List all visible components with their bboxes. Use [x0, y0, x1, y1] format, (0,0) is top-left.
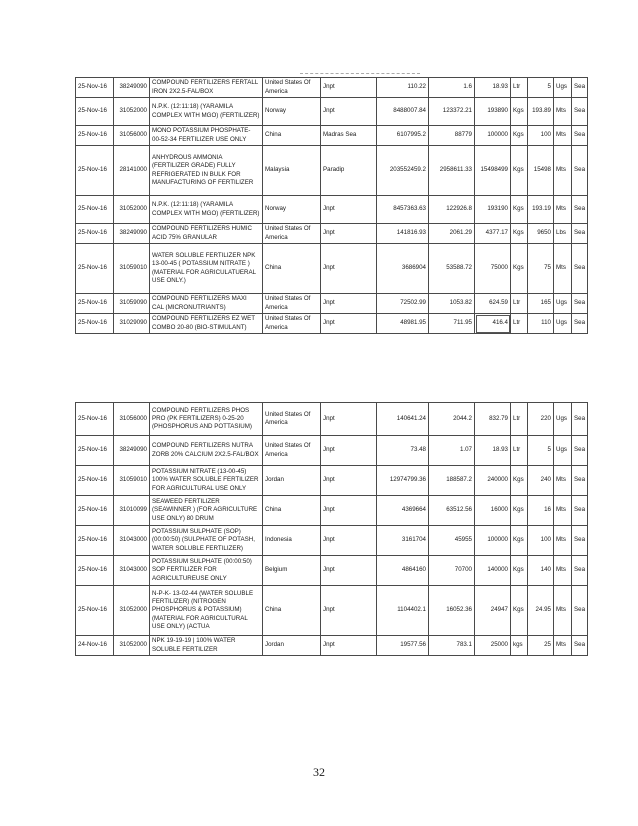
row-value: 12974799.36 [377, 466, 429, 496]
row-shipment-mode: Sea [572, 403, 588, 436]
row-quantity: 75000 [475, 244, 511, 294]
row-hs-code: 31052000 [114, 196, 150, 224]
row-date: 25-Nov-16 [76, 244, 114, 294]
row-hs-code: 31052000 [114, 98, 150, 126]
row-usd: 783.1 [429, 636, 475, 656]
row-date: 25-Nov-16 [76, 556, 114, 586]
row-country: China [263, 126, 321, 146]
row-value: 72502.99 [377, 294, 429, 314]
row-country: China [263, 496, 321, 526]
row-hs-code: 31059010 [114, 466, 150, 496]
row-unit-type: Mts [554, 636, 572, 656]
row-country: Indonesia [263, 526, 321, 556]
row-unit-quantity: 110 [528, 314, 554, 334]
row-value: 4864160 [377, 556, 429, 586]
row-unit: Kgs [511, 224, 528, 244]
row-port: Jnpt [321, 436, 377, 466]
row-country: China [263, 586, 321, 636]
row-value: 110.22 [377, 78, 429, 98]
row-value: 140641.24 [377, 403, 429, 436]
row-hs-code: 31010099 [114, 496, 150, 526]
row-usd: 16052.36 [429, 586, 475, 636]
row-shipment-mode: Sea [572, 294, 588, 314]
row-date: 25-Nov-16 [76, 146, 114, 196]
row-quantity: 100000 [475, 526, 511, 556]
row-hs-code: 31056000 [114, 126, 150, 146]
row-country: Norway [263, 98, 321, 126]
row-quantity: 25000 [475, 636, 511, 656]
row-port: Jnpt [321, 496, 377, 526]
row-unit-quantity: 5 [528, 78, 554, 98]
table-row [76, 146, 588, 196]
row-quantity: 193190 [475, 196, 511, 224]
row-date: 25-Nov-16 [76, 78, 114, 98]
row-unit: Kgs [511, 586, 528, 636]
row-country: Belgium [263, 556, 321, 586]
row-unit-type: Mts [554, 126, 572, 146]
import-records-table-1 [75, 77, 588, 334]
row-port: Jnpt [321, 294, 377, 314]
row-usd: 2044.2 [429, 403, 475, 436]
row-unit-type: Ugs [554, 403, 572, 436]
row-port: Jnpt [321, 196, 377, 224]
row-unit: Ltr [511, 78, 528, 98]
row-port: Jnpt [321, 244, 377, 294]
row-port: Jnpt [321, 403, 377, 436]
row-unit: Kgs [511, 466, 528, 496]
row-usd: 711.95 [429, 314, 475, 334]
row-value: 4369664 [377, 496, 429, 526]
row-country: United States Of America [263, 314, 321, 334]
table-row [76, 244, 588, 294]
row-country: United States Of America [263, 403, 321, 436]
row-value: 48981.95 [377, 314, 429, 334]
row-shipment-mode: Sea [572, 244, 588, 294]
row-date: 25-Nov-16 [76, 436, 114, 466]
row-unit-type: Mts [554, 496, 572, 526]
row-unit-quantity: 220 [528, 403, 554, 436]
table-row [76, 98, 588, 126]
row-country: United States Of America [263, 294, 321, 314]
row-quantity: 18.93 [475, 436, 511, 466]
row-unit-type: Mts [554, 556, 572, 586]
row-unit-quantity: 165 [528, 294, 554, 314]
row-unit-type: Mts [554, 586, 572, 636]
row-unit-quantity: 16 [528, 496, 554, 526]
row-value: 3161704 [377, 526, 429, 556]
row-unit-quantity: 193.19 [528, 196, 554, 224]
row-usd: 45955 [429, 526, 475, 556]
row-unit-type: Mts [554, 196, 572, 224]
table-row [76, 196, 588, 224]
row-unit-quantity: 100 [528, 526, 554, 556]
row-date: 25-Nov-16 [76, 496, 114, 526]
row-hs-code: 31052000 [114, 636, 150, 656]
row-unit-quantity: 240 [528, 466, 554, 496]
row-value: 73.48 [377, 436, 429, 466]
row-usd: 63512.56 [429, 496, 475, 526]
row-unit: kgs [511, 636, 528, 656]
row-value: 6107995.2 [377, 126, 429, 146]
row-value: 1104402.1 [377, 586, 429, 636]
row-unit: Kgs [511, 98, 528, 126]
row-shipment-mode: Sea [572, 586, 588, 636]
row-description: COMPOUND FERTILIZERS MAXI CAL (MICRONUTRIANTS) [150, 294, 263, 314]
row-shipment-mode: Sea [572, 314, 588, 334]
row-unit-type: Mts [554, 466, 572, 496]
table-row [76, 496, 588, 526]
row-quantity: 15498499 [475, 146, 511, 196]
row-quantity: 24947 [475, 586, 511, 636]
row-unit: Kgs [511, 496, 528, 526]
table-row [76, 586, 588, 636]
row-description: N.P.K. (12:11:18) (YARAMILA COMPLEX WITH MGO) (FERTILIZER) [150, 98, 263, 126]
row-port: Madras Sea [321, 126, 377, 146]
row-shipment-mode: Sea [572, 224, 588, 244]
row-shipment-mode: Sea [572, 126, 588, 146]
row-hs-code: 31029090 [114, 314, 150, 334]
row-date: 25-Nov-16 [76, 98, 114, 126]
row-description: POTASSIUM SULPHATE (SOP) (00:00:50) (SULPHATE OF POTASH, WATER SOLUBLE FERTILIZER) [150, 526, 263, 556]
row-date: 25-Nov-16 [76, 126, 114, 146]
row-unit: Ltr [511, 436, 528, 466]
row-date: 25-Nov-16 [76, 526, 114, 556]
row-port: Jnpt [321, 526, 377, 556]
row-date: 25-Nov-16 [76, 586, 114, 636]
table-row [76, 526, 588, 556]
row-quantity: 140000 [475, 556, 511, 586]
row-unit-type: Ugs [554, 78, 572, 98]
row-unit: Kgs [511, 196, 528, 224]
row-unit-quantity: 25 [528, 636, 554, 656]
row-usd: 88779 [429, 126, 475, 146]
row-value: 141816.93 [377, 224, 429, 244]
row-quantity: 18.93 [475, 78, 511, 98]
table-row [76, 636, 588, 656]
row-shipment-mode: Sea [572, 146, 588, 196]
table-row [76, 314, 588, 334]
row-usd: 70700 [429, 556, 475, 586]
row-quantity: 4377.17 [475, 224, 511, 244]
row-quantity: 16000 [475, 496, 511, 526]
import-records-table-2 [75, 402, 588, 656]
row-port: Jnpt [321, 586, 377, 636]
row-port: Jnpt [321, 466, 377, 496]
row-shipment-mode: Sea [572, 98, 588, 126]
table-row [76, 403, 588, 436]
row-value: 3686904 [377, 244, 429, 294]
page-number: 32 [313, 765, 325, 779]
row-usd: 122926.8 [429, 196, 475, 224]
table-row [76, 294, 588, 314]
row-date: 25-Nov-16 [76, 466, 114, 496]
row-hs-code: 31059090 [114, 294, 150, 314]
row-shipment-mode: Sea [572, 496, 588, 526]
row-hs-code: 38249090 [114, 78, 150, 98]
row-description: POTASSIUM SULPHATE (00:00:50) SOP FERTILIZER FOR AGRICULTUREUSE ONLY [150, 556, 263, 586]
row-port: Jnpt [321, 98, 377, 126]
row-description: POTASSIUM NITRATE (13-00-45) 100% WATER SOLUBLE FERTILIZER FOR AGRICULTURAL USE ONLY [150, 466, 263, 496]
row-country: Malaysia [263, 146, 321, 196]
row-port: Paradip [321, 146, 377, 196]
row-country: Norway [263, 196, 321, 224]
row-quantity: 100000 [475, 126, 511, 146]
row-shipment-mode: Sea [572, 466, 588, 496]
row-unit-type: Ugs [554, 436, 572, 466]
row-date: 25-Nov-16 [76, 224, 114, 244]
row-unit-quantity: 193.89 [528, 98, 554, 126]
row-unit: Kgs [511, 526, 528, 556]
row-description: COMPOUND FERTILIZERS PHOS PRO (PK FERTILIZERS) 0-25-20 (PHOSPHORUS AND POTTASIUM) [150, 403, 263, 436]
row-unit: Kgs [511, 146, 528, 196]
row-usd: 2958611.33 [429, 146, 475, 196]
row-value: 19577.56 [377, 636, 429, 656]
row-description: SEAWEED FERTILIZER (SEAWINNER ) (FOR AGRICULTURE USE ONLY) 80 DRUM [150, 496, 263, 526]
row-quantity: 832.79 [475, 403, 511, 436]
row-quantity: 624.59 [475, 294, 511, 314]
row-hs-code: 31052000 [114, 586, 150, 636]
table-row [76, 78, 588, 98]
row-shipment-mode: Sea [572, 436, 588, 466]
row-date: 24-Nov-16 [76, 636, 114, 656]
scan-mark [300, 73, 420, 74]
row-unit-quantity: 5 [528, 436, 554, 466]
row-shipment-mode: Sea [572, 78, 588, 98]
row-port: Jnpt [321, 224, 377, 244]
row-unit: Ltr [511, 294, 528, 314]
row-usd: 53588.72 [429, 244, 475, 294]
row-unit-quantity: 9650 [528, 224, 554, 244]
row-date: 25-Nov-16 [76, 196, 114, 224]
row-port: Jnpt [321, 636, 377, 656]
row-unit-quantity: 100 [528, 126, 554, 146]
row-unit-type: Mts [554, 244, 572, 294]
row-usd: 188587.2 [429, 466, 475, 496]
row-unit-quantity: 24.95 [528, 586, 554, 636]
row-country: China [263, 244, 321, 294]
row-shipment-mode: Sea [572, 526, 588, 556]
row-country: Jordan [263, 466, 321, 496]
row-hs-code: 38249090 [114, 436, 150, 466]
row-unit-type: Mts [554, 98, 572, 126]
row-country: United States Of America [263, 224, 321, 244]
row-hs-code: 31056000 [114, 403, 150, 436]
row-date: 25-Nov-16 [76, 403, 114, 436]
table-row [76, 126, 588, 146]
row-hs-code: 38249090 [114, 224, 150, 244]
row-usd: 1053.82 [429, 294, 475, 314]
row-unit-type: Mts [554, 526, 572, 556]
row-description: COMPOUND FERTILIZERS FERTALL IRON 2X2.5-FAL/BOX [150, 78, 263, 98]
row-value: 8488007.84 [377, 98, 429, 126]
row-country: United States Of America [263, 436, 321, 466]
row-description: N-P-K- 13-02-44 (WATER SOLUBLE FERTILIZER) (NITROGEN PHOSPHORUS & POTASSIUM) (MATERIAL FOR AGRICULTURAL USE ONLY) (ACTUA [150, 586, 263, 636]
row-quantity: 416.4 [475, 314, 511, 334]
row-shipment-mode: Sea [572, 196, 588, 224]
row-quantity: 193890 [475, 98, 511, 126]
row-hs-code: 31043000 [114, 556, 150, 586]
row-description: N.P.K. (12:11:18) (YARAMILA COMPLEX WITH MGO) (FERTILIZER) [150, 196, 263, 224]
row-port: Jnpt [321, 314, 377, 334]
row-unit-type: Ugs [554, 294, 572, 314]
row-description: COMPOUND FERTILIZERS HUMIC ACID 75% GRANULAR [150, 224, 263, 244]
row-country: United States Of America [263, 78, 321, 98]
row-unit-type: Mts [554, 146, 572, 196]
row-shipment-mode: Sea [572, 556, 588, 586]
row-unit-quantity: 140 [528, 556, 554, 586]
row-unit-type: Lbs [554, 224, 572, 244]
row-shipment-mode: Sea [572, 636, 588, 656]
row-country: Jordan [263, 636, 321, 656]
row-unit: Ltr [511, 403, 528, 436]
row-description: COMPOUND FERTILIZERS NUTRA ZORB 20% CALCIUM 2X2.5-FAL/BOX [150, 436, 263, 466]
table-row [76, 466, 588, 496]
row-port: Jnpt [321, 556, 377, 586]
row-unit-quantity: 15498 [528, 146, 554, 196]
row-hs-code: 28141000 [114, 146, 150, 196]
row-description: COMPOUND FERTILIZERS EZ WET COMBO 20-80 (BIO-STIMULANT) [150, 314, 263, 334]
row-value: 203552459.2 [377, 146, 429, 196]
row-usd: 123372.21 [429, 98, 475, 126]
row-value: 8457363.63 [377, 196, 429, 224]
row-usd: 1.07 [429, 436, 475, 466]
row-quantity: 240000 [475, 466, 511, 496]
table-row [76, 224, 588, 244]
row-port: Jnpt [321, 78, 377, 98]
row-date: 25-Nov-16 [76, 314, 114, 334]
row-unit: Ltr [511, 314, 528, 334]
row-description: MONO POTASSIUM PHOSPHATE- 00-52-34 FERTILIZER USE ONLY [150, 126, 263, 146]
row-description: WATER SOLUBLE FERTILIZER NPK 13-00-45 ( POTASSIUM NITRATE ) (MATERIAL FOR AGRICULATUERAL USE ONLY.) [150, 244, 263, 294]
row-unit: Kgs [511, 126, 528, 146]
table-row [76, 556, 588, 586]
row-unit-type: Ugs [554, 314, 572, 334]
row-description: NPK 19-19-19 | 100% WATER SOLUBLE FERTILIZER [150, 636, 263, 656]
row-unit: Kgs [511, 244, 528, 294]
row-usd: 2061.29 [429, 224, 475, 244]
row-unit: Kgs [511, 556, 528, 586]
row-hs-code: 31043000 [114, 526, 150, 556]
table-row [76, 436, 588, 466]
row-unit-quantity: 75 [528, 244, 554, 294]
row-hs-code: 31059010 [114, 244, 150, 294]
row-description: ANHYDROUS AMMONIA (FERTILIZER GRADE) FULLY REFRIGERATED IN BULK FOR MANUFACTURING OF FERTILIZER [150, 146, 263, 196]
row-date: 25-Nov-16 [76, 294, 114, 314]
row-usd: 1.6 [429, 78, 475, 98]
